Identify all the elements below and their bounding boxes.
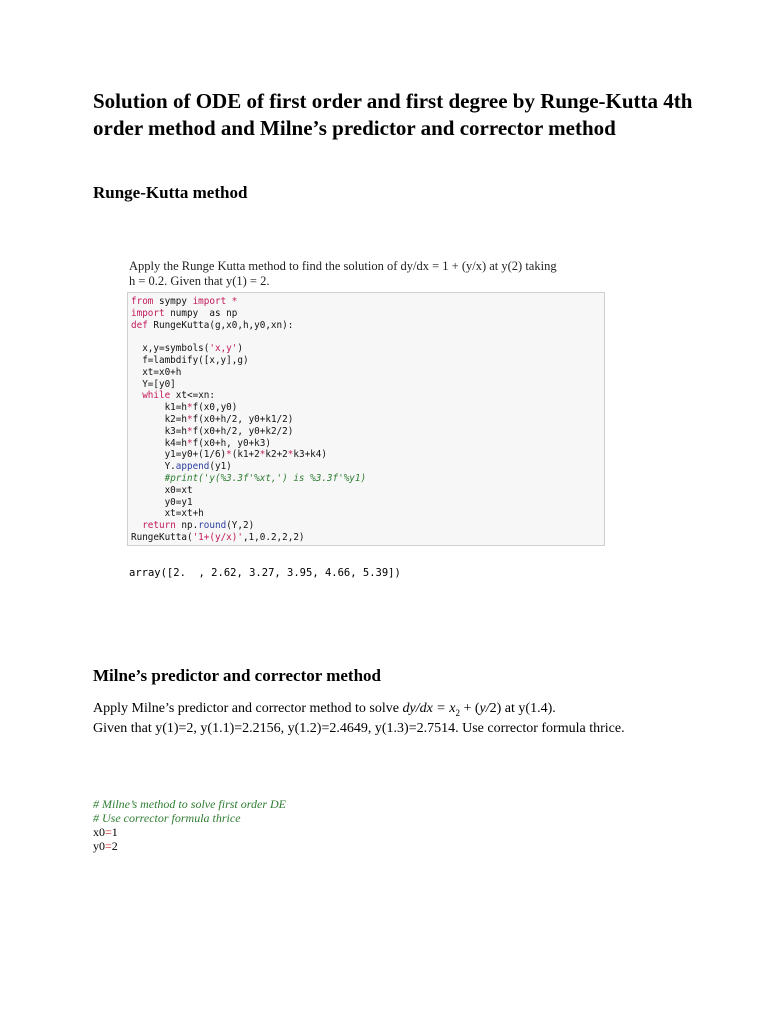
code-line: xt=xt+h (131, 508, 204, 520)
milne-comment-2: # Use corrector formula thrice (93, 811, 241, 825)
code-line: while xt<=xn: (142, 390, 215, 402)
code-line: Y.append(y1) (131, 461, 232, 473)
milne-equation-power: 2 (455, 707, 460, 718)
y0-value: 2 (111, 839, 118, 853)
code-line (131, 331, 366, 343)
rk-problem-line-1: Apply the Runge Kutta method to find the solution of dy/dx = 1 + (y/x) at y(2) taking (129, 259, 557, 273)
milne-code (93, 797, 286, 853)
code-line: def RungeKutta(g,x0,h,y0,xn): (131, 319, 294, 331)
code-line: k4=h*f(x0+h, y0+k3) (131, 437, 271, 449)
runge-kutta-heading: Runge-Kutta method (93, 183, 248, 202)
rk-problem-line-2: h = 0.2. Given that y(1) = 2. (129, 274, 270, 288)
milne-heading: Milne’s predictor and corrector method (93, 666, 382, 685)
code-line: Y=[y0] (131, 378, 176, 390)
milne-text-b: + ( (459, 701, 480, 716)
milne-y-over: y/ (479, 701, 490, 716)
milne-x0-line (93, 825, 286, 839)
x0-variable: x0 (93, 825, 105, 839)
code-line: k1=h*f(x0,y0) (131, 402, 238, 414)
code-line: k2=h*f(x0+h/2, y0+k1/2) (131, 413, 294, 425)
rk-code-cell (127, 292, 605, 546)
milne-problem-statement (93, 701, 663, 738)
code-line: x0=xt (131, 484, 193, 496)
code-line: import numpy as np (131, 307, 238, 319)
milne-comment-1: # Milne’s method to solve first order DE (93, 797, 286, 811)
code-line: y0=y1 (131, 496, 193, 508)
y0-variable: y0 (93, 839, 105, 853)
milne-y0-line (93, 839, 286, 853)
x0-value: 1 (111, 825, 118, 839)
milne-text-c: 2) at y(1.4). (489, 701, 556, 716)
rk-output: array([2. , 2.62, 3.27, 3.95, 4.66, 5.39]) (129, 567, 401, 579)
code-line: k3=h*f(x0+h/2, y0+k2/2) (131, 425, 294, 437)
milne-equation: dy/dx = x (402, 701, 456, 716)
rk-problem-statement (129, 259, 619, 289)
code-line: xt=x0+h (131, 366, 182, 378)
y0-equals: = (105, 839, 112, 853)
code-line: RungeKutta('1+(y/x)',1,0.2,2,2) (131, 531, 305, 543)
code-line: x,y=symbols('x,y') (131, 343, 243, 355)
code-line: from sympy import * (131, 296, 238, 307)
x0-equals: = (105, 825, 112, 839)
code-line: f=lambdify([x,y],g) (131, 354, 249, 366)
code-line: #print('y(%3.3f'%xt,') is %3.3f'%y1) (164, 472, 367, 484)
milne-given-values: Given that y(1)=2, y(1.1)=2.2156, y(1.2)=2.4649, y(1.3)=2.7514. Use corrector formula thrice. (93, 721, 625, 737)
milne-text-a: Apply Milne’s predictor and corrector method to solve (93, 701, 403, 716)
rk-code-lines (131, 296, 366, 544)
code-line: return np.round(Y,2) (142, 520, 255, 532)
page-title: Solution of ODE of first order and first degree by Runge-Kutta 4th order method and Milne’s predictor and corrector method (93, 89, 693, 140)
code-line: y1=y0+(1/6)*(k1+2*k2+2*k3+k4) (131, 449, 327, 461)
